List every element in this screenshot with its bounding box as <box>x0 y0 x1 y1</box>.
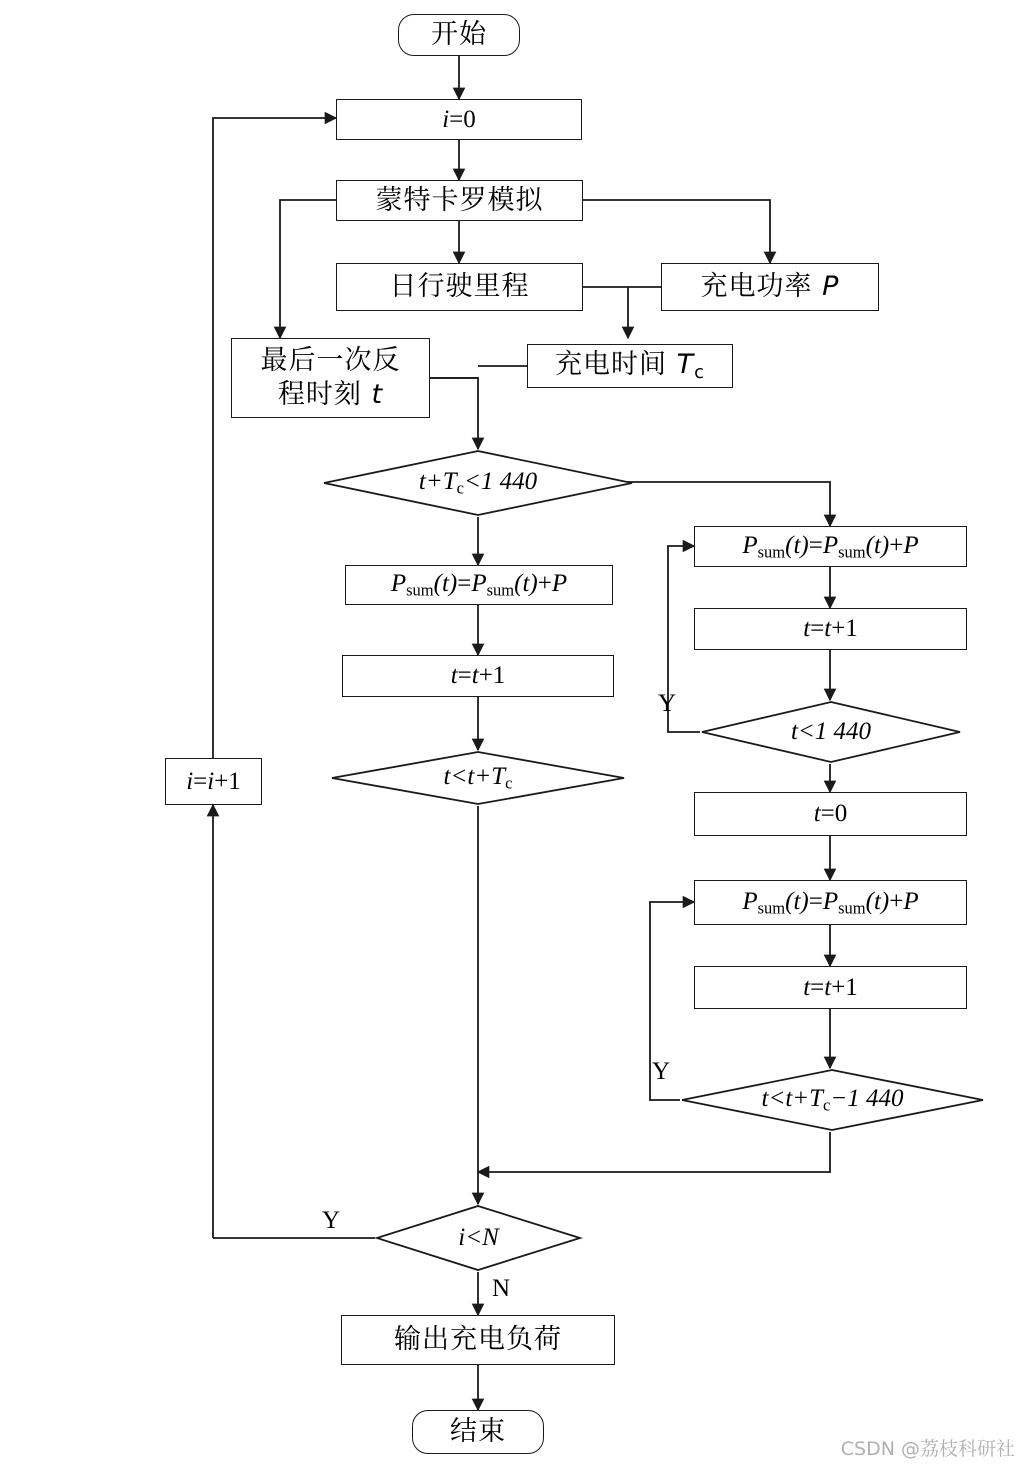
node-output: 输出充电负荷 <box>341 1315 615 1365</box>
edge-label-loop-r2-yes: Y <box>652 1058 671 1085</box>
node-psum-r1: $P_{sum}(t)=P_{sum}(t)+P$ <box>694 526 967 567</box>
node-cond-i-lt-n: i<N <box>375 1204 582 1272</box>
node-cond-t-lt-t-plus-tc: $t<t+T_c$ <box>330 750 626 806</box>
watermark: CSDN @荔枝科研社 <box>840 1438 1015 1460</box>
node-t-inc-r1: t=t+1 <box>694 608 967 650</box>
node-daily-mileage: 日行驶里程 <box>336 263 583 311</box>
node-t-inc-r2: t=t+1 <box>694 966 967 1009</box>
node-cond-t-lt-tail: $t<t+T_c-1$ 440 <box>680 1068 985 1132</box>
node-charge-time: 充电时间 $T_c$ <box>527 344 733 388</box>
node-charge-power: 充电功率 P <box>661 263 879 311</box>
node-i-inc: i=i+1 <box>165 758 262 805</box>
node-init-i: i=0 <box>336 99 582 140</box>
edge-label-i-lt-n-yes: Y <box>322 1207 341 1234</box>
node-t-reset: t=0 <box>694 792 967 836</box>
node-cond-t-lt-1440: t<1 440 <box>700 700 962 764</box>
node-t-inc-left: t=t+1 <box>342 655 614 697</box>
node-psum-left: $P_{sum}(t)=P_{sum}(t)+P$ <box>345 565 613 605</box>
edge-label-i-lt-n-no: N <box>492 1275 511 1302</box>
node-start: 开始 <box>398 14 520 56</box>
node-cond-t-plus-tc: $t+T_c<1$ 440 <box>322 449 634 517</box>
edge-label-loop-r1-yes: Y <box>658 690 677 717</box>
node-psum-r2: $P_{sum}(t)=P_{sum}(t)+P$ <box>694 880 967 925</box>
node-end: 结束 <box>412 1410 544 1454</box>
node-monte-carlo: 蒙特卡罗模拟 <box>336 180 583 221</box>
node-last-return-time: 最后一次反 程时刻 t <box>231 338 430 418</box>
